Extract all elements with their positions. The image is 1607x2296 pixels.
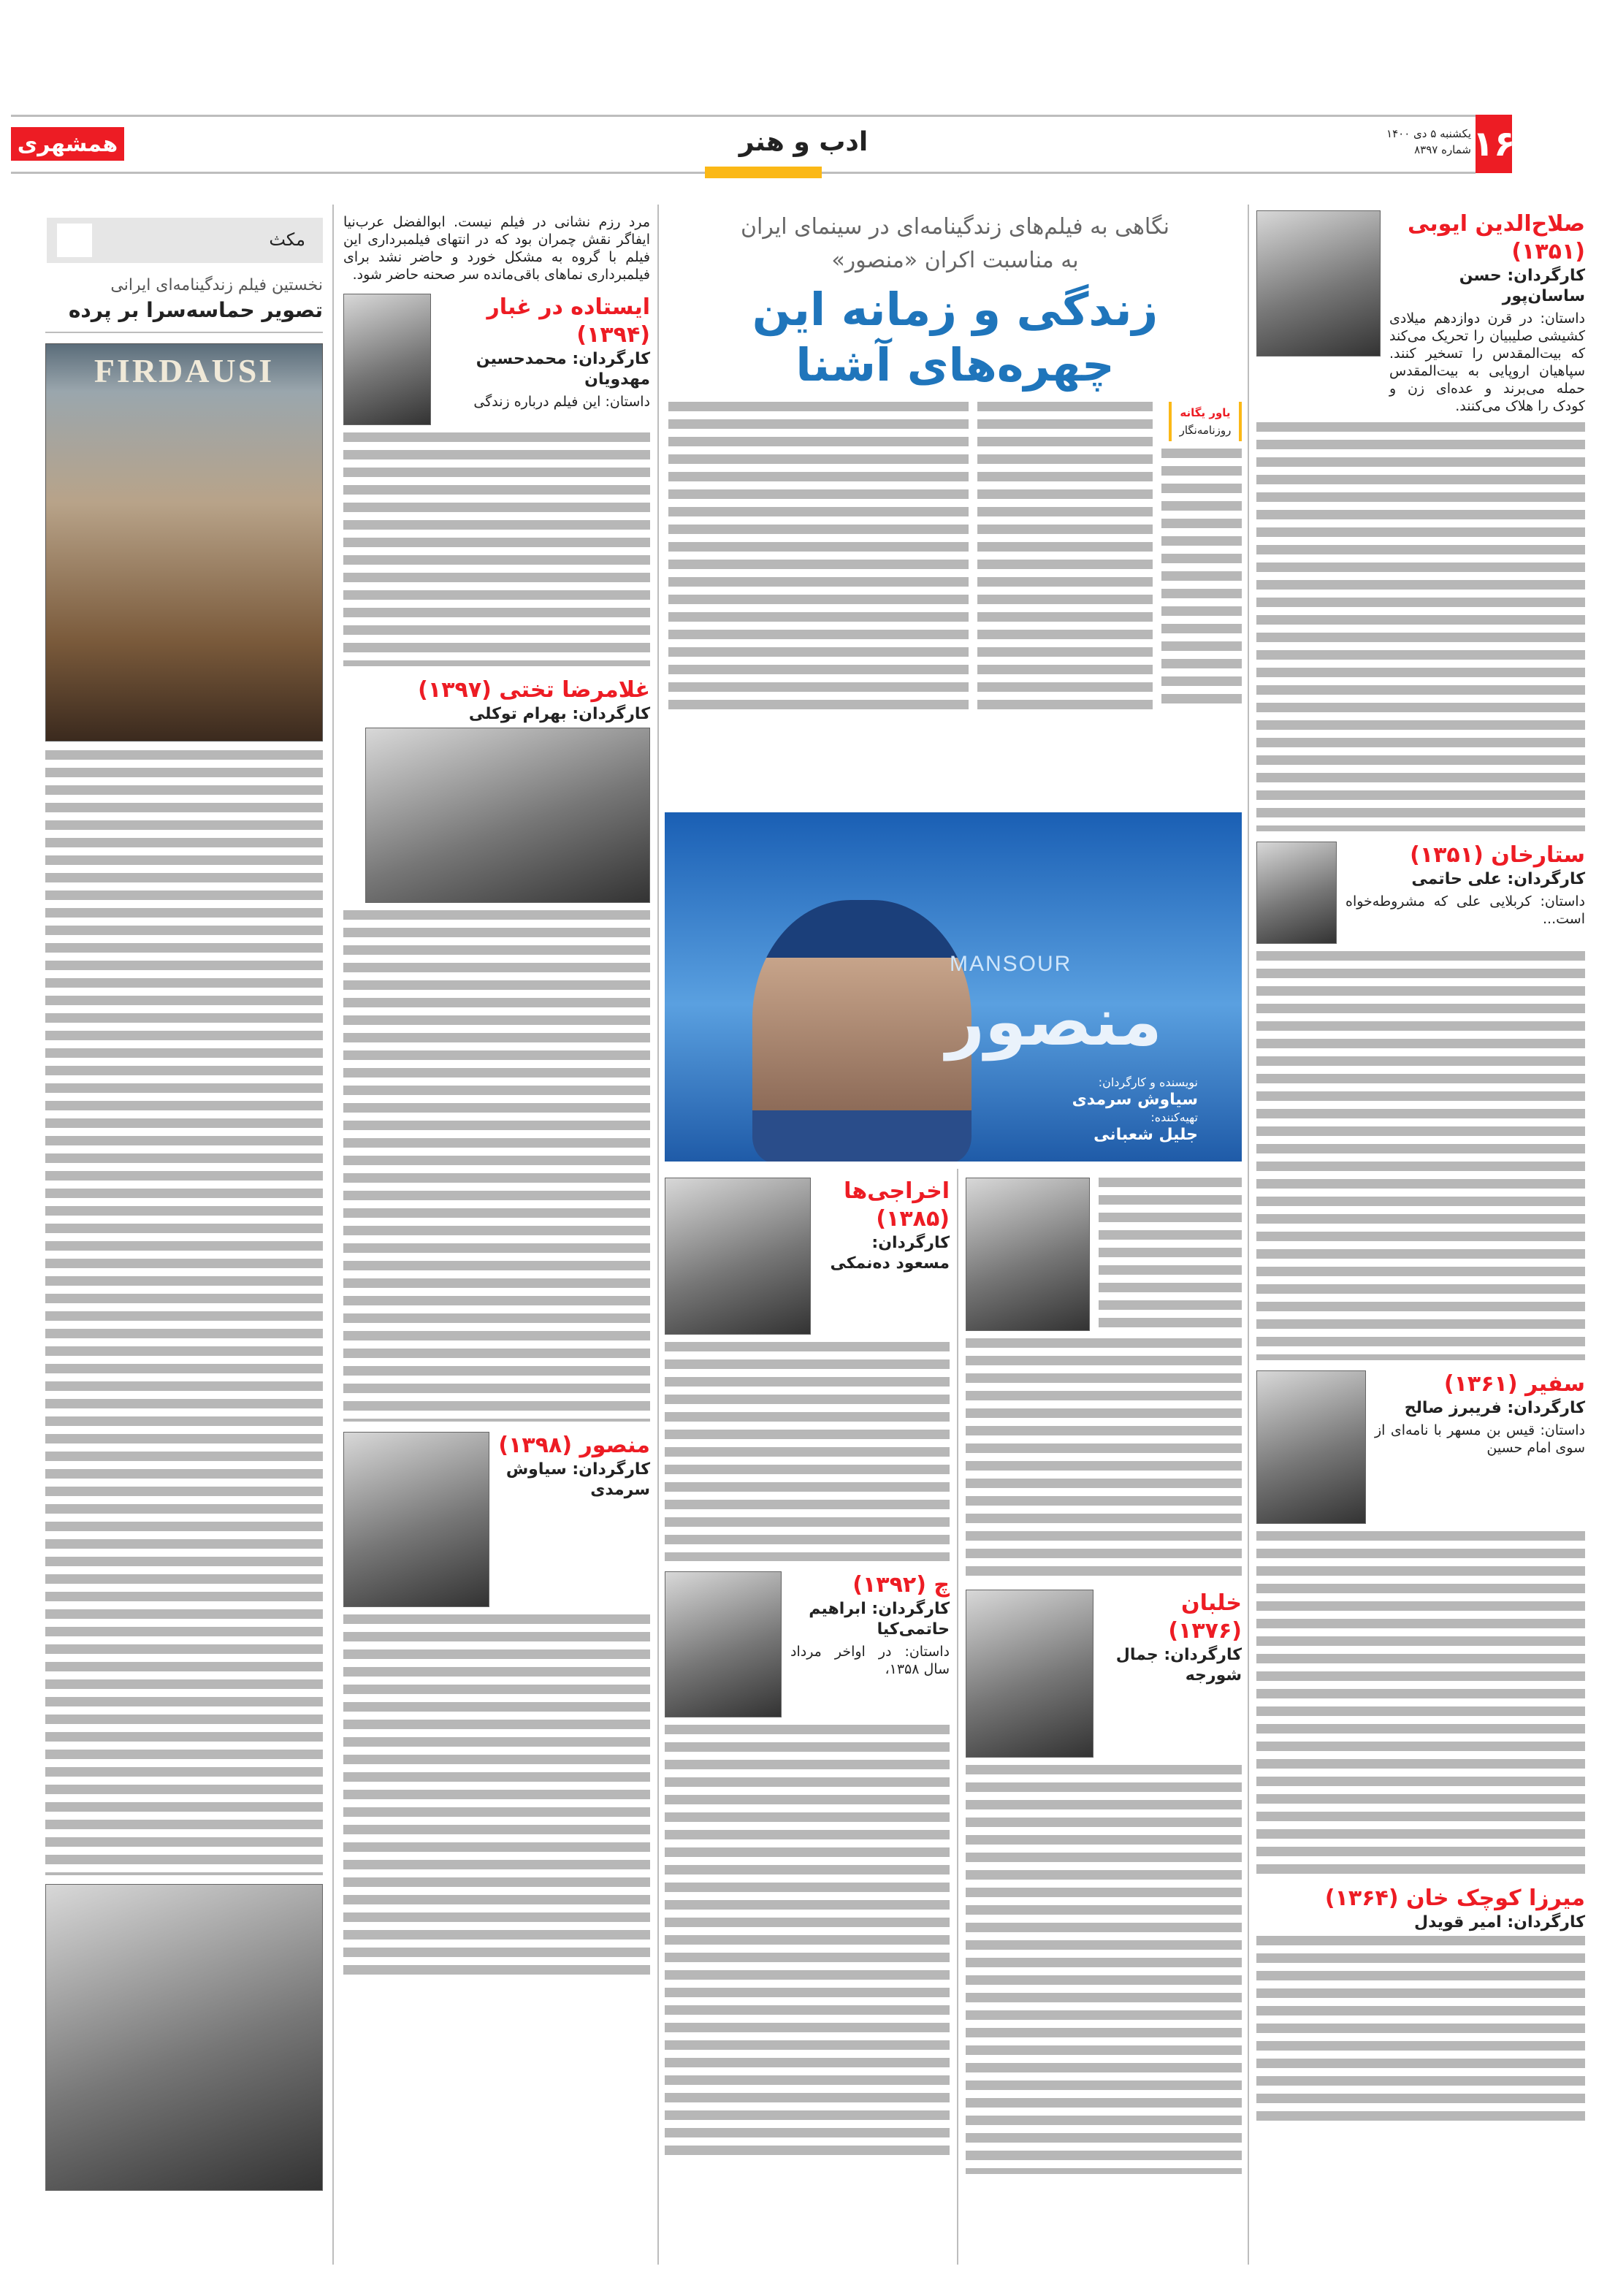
main-article [668,210,1242,716]
sidebar-text [45,750,323,1875]
spacer [1256,831,1585,842]
film-title: منصور (۱۳۹۸) [498,1433,650,1458]
author-byline [1169,402,1242,441]
film-story-block [966,1590,1242,1758]
spacer [343,666,650,676]
film-story: داستان: کربلایی علی که مشروطه‌خواه است... [1345,893,1585,927]
film-title: سفیر (۱۳۶۱) [1443,1371,1585,1397]
film-story-block [1256,1370,1585,1524]
right-column [1256,210,1585,2126]
film-director: کارگردان: ابراهیم حاتمی‌کیا [809,1600,950,1639]
film-director: کارگردان: جمال شورجه [1115,1646,1242,1685]
film-story: داستان: در اواخر مرداد سال ۱۳۵۸، [790,1644,950,1677]
film-header [820,1178,950,1277]
article-text-col1 [1161,449,1242,712]
film-photo [966,1590,1093,1758]
film-photo [1256,842,1337,944]
sidebar-photo [45,1884,323,2191]
film-director: کارگردان: مسعود ده‌نمکی [830,1234,950,1273]
film-director: کارگردان: فریبرز صالح [1404,1399,1585,1417]
film-text [343,432,650,666]
film-title: میرزا کوچک خان (۱۳۶۴) [1324,1885,1585,1911]
producer-name: جلیل شعبانی [1093,1126,1198,1144]
center-column-a [966,1178,1242,2174]
mansour-poster [665,812,1242,1162]
film-director: کارگردان: حسن ساسان‌پور [1459,267,1585,305]
film-header [498,1432,650,1503]
film-text [665,1342,950,1561]
column-divider [957,1169,958,2265]
film-text [966,1765,1242,2174]
film-photo [365,728,650,903]
film-photo [665,1571,782,1717]
film-story: داستان: این فیلم درباره زندگی [473,394,650,410]
issue-info [1366,126,1471,158]
film-header [440,294,650,411]
film-header [1102,1590,1242,1689]
film-story-block [1256,842,1585,944]
film-header [790,1571,950,1678]
writer-label: نویسنده و کارگردان: [1098,1075,1198,1089]
newspaper-logo: همشهری [11,127,124,161]
film-header [1375,1370,1585,1457]
poster-title-fa: منصور [946,983,1162,1061]
column-three [343,213,650,1980]
film-story-block [343,294,650,425]
film-header [1389,210,1585,415]
spacer [966,1579,1242,1590]
film-director: کارگردان: بهرام توکلی [468,705,650,723]
sidebar-kicker: نخستین فیلم زندگینامه‌ای ایرانی [110,276,323,294]
issue-date: یکشنبه ۵ دی ۱۴۰۰ [1386,127,1471,140]
column-divider [657,205,659,2265]
film-photo [343,1432,489,1607]
film-text [343,910,650,1422]
article-body [668,402,1242,716]
article-text-col3 [668,402,969,716]
film-text [343,1614,650,1980]
film-text [1256,951,1585,1360]
film-story-block [343,1432,650,1607]
article-text-col2 [977,402,1153,716]
section-accent-bar [705,167,822,178]
sidebar-title: تصویر حماسه‌سرا بر پرده [68,298,323,322]
film-photo [665,1178,811,1335]
firdausi-poster [45,343,323,741]
sidebar-label-box [47,218,323,263]
film-title: اخراجی‌ها (۱۳۸۵) [844,1178,950,1232]
film-title: خلبان (۱۳۷۶) [1168,1590,1242,1644]
sidebar [45,218,323,2191]
film-title: ایستاده در غبار (۱۳۹۴) [486,294,650,348]
film-header [1345,842,1585,928]
issue-number: شماره ۸۳۹۷ [1414,143,1471,156]
spacer [1256,1360,1585,1370]
spacer [343,283,650,294]
film-text [1099,1178,1242,1331]
headline-kicker [668,210,1242,278]
film-story-block [665,1178,950,1335]
film-story: داستان: قیس بن مسهر با نامه‌ای از سوی امام حسین [1375,1422,1585,1456]
film-photo [343,294,431,425]
kicker-line-1: نگاهی به فیلم‌های زندگینامه‌ای در سینمای ایران [740,214,1169,240]
header-top-rule [11,115,1476,117]
poster-title-en: MANSOUR [950,952,1072,976]
film-text [966,1338,1242,1579]
film-text [1256,422,1585,831]
film-photo [1256,1370,1366,1524]
spacer [665,1561,950,1571]
label-square [57,224,92,257]
kicker-line-2: به مناسبت اکران «منصور» [831,248,1079,273]
page-number: ۱۶ [1476,115,1512,173]
column-divider [332,205,334,2265]
section-title: ادب و هنر [738,127,869,157]
film-director: کارگردان: علی حاتمی [1411,870,1585,888]
film-story: داستان: در قرن دوازدهم میلادی کشیشی صلیبیان را تحریک می‌کند که بیت‌المقدس را تسخیر کنند. سپاهیان اروپایی به بیت‌المقدس حمله می‌برند و عده‌ای زن و کودک را هلاک می‌کنند. [1389,310,1585,414]
sidebar-rule [45,332,323,333]
column-divider [1248,205,1249,2265]
film-text [665,1725,950,2163]
poster-caption: FIRDAUSI [93,352,275,389]
sidebar-label: مکث [269,229,305,250]
film-story-block [1256,210,1585,415]
producer-label: تهیه‌کننده: [1150,1110,1198,1124]
film-title: صلاح‌الدین ایوبی (۱۳۵۱) [1408,211,1585,264]
film-director: کارگردان: محمدحسین مهدویان [476,350,650,389]
film-text [1256,1531,1585,1874]
author-role: روزنامه‌نگار [1179,424,1232,437]
author-name: یاور یگانه [1180,406,1231,419]
spacer [1256,1874,1585,1885]
film-title: ستارخان (۱۳۵۱) [1410,842,1585,868]
writer-name: سیاوش سرمدی [1072,1091,1198,1109]
poster-credits [1008,1075,1198,1145]
article-col-1 [1161,402,1242,712]
film-story-block [665,1571,950,1717]
film-title: غلامرضا تختی (۱۳۹۷) [418,677,650,703]
main-headline: زندگی و زمانه این چهره‌های آشنا [752,283,1159,392]
film-text [1256,1936,1585,2126]
film-photo [966,1178,1090,1331]
film-director: کارگردان: سیاوش سرمدی [505,1460,650,1499]
spacer [343,1422,650,1432]
note-text: مرد رزم نشانی در فیلم نیست. ابوالفضل عرب‌نیا ایفاگر نقش چمران بود که در انتهای فیلمبرداری این فیلم با گروه به مشکل خورد و حاضر نشد برای فیلمبرداری نماهای باقی‌مانده سر صحنه حاضر شود. [343,214,650,283]
film-photo [1256,210,1381,356]
poster-portrait [752,900,972,1162]
photo-row [966,1178,1242,1331]
center-column-b [665,1178,950,2163]
film-director: کارگردان: امیر قویدل [1413,1913,1585,1931]
film-title: چ (۱۳۹۲) [852,1572,950,1598]
